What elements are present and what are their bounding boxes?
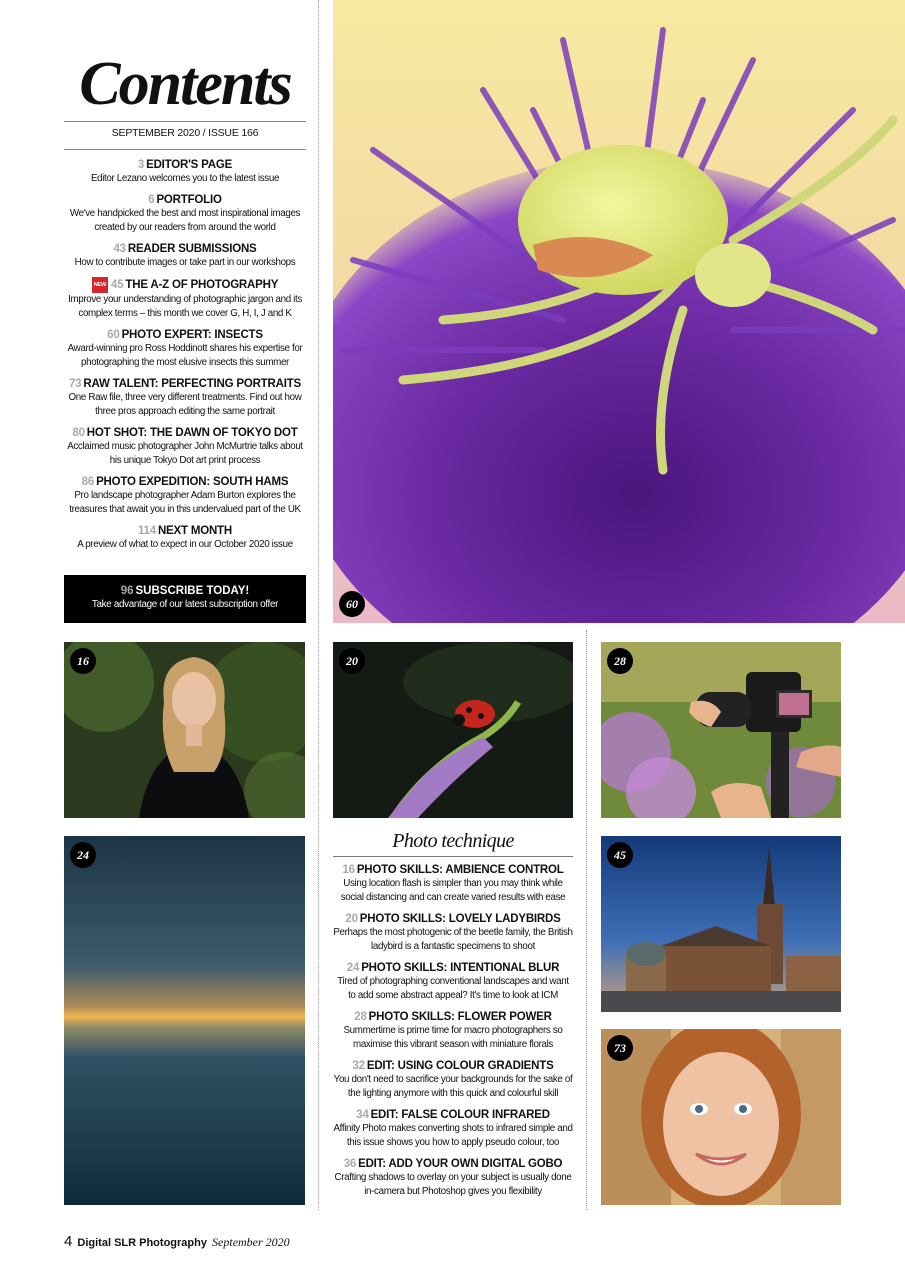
portrait-photo[interactable] [64,642,305,818]
toc-description: How to contribute images or take part in our workshops [74,257,296,268]
subscribe-title: SUBSCRIBE TODAY! [135,585,250,597]
page-number: 114 [138,525,156,537]
page-number: 20 [345,913,358,925]
toc-description: Pro landscape photographer Adam Burton explores the treasures that await you in this undervalued part of the UK [69,490,301,515]
page-badge: 24 [70,842,96,868]
page-badge: 45 [607,842,633,868]
camera-photo[interactable] [601,642,841,818]
toc-description: Crafting shadows to overlay on your subject is usually done in-camera but Photoshop gives you flexibility [334,1172,572,1197]
toc-title: EDITOR'S PAGE [146,159,233,171]
toc-description: Editor Lezano welcomes you to the latest issue [90,173,280,184]
toc-item-lovely-ladybirds[interactable] [333,912,573,954]
column-divider [586,630,587,1210]
column-divider [318,0,319,1210]
toc-item-raw-talent[interactable] [64,377,306,419]
toc-description: Award-winning pro Ross Hoddinott shares his expertise for photographing the most elusive insects this summer [67,343,303,368]
toc-item-hot-shot[interactable] [64,426,306,468]
toc-item-false-colour-infrared[interactable] [333,1108,573,1150]
toc-title: HOT SHOT: THE DAWN OF TOKYO DOT [86,427,298,439]
girl-photo[interactable] [601,1029,841,1205]
toc-description: A preview of what to expect in our October 2020 issue [77,539,293,550]
toc-item-a-z[interactable] [64,277,306,321]
toc-title: PHOTO SKILLS: INTENTIONAL BLUR [361,962,560,974]
photo-technique-section [333,828,573,1206]
page-number: 45 [111,279,124,291]
issue-date: September 2020 [212,1235,290,1249]
portrait-image [64,642,305,818]
toc-title: RAW TALENT: PERFECTING PORTRAITS [83,378,302,390]
toc-item-digital-gobo[interactable] [333,1157,573,1199]
page-number: 36 [343,1158,357,1170]
toc-description: Perhaps the most photogenic of the beetle family, the British ladybird is a fantastic specimens to shoot [333,927,573,952]
seascape-image [64,836,305,1205]
section-heading: Photo technique [333,828,573,857]
toc-item-reader-submissions[interactable] [64,242,306,270]
toc-description: One Raw file, three very different treatments. Find out how three pros approach editing the same portrait [68,392,302,417]
page-number: 24 [346,962,360,974]
toc-title: PHOTO EXPERT: INSECTS [121,329,263,341]
toc-title: EDIT: ADD YOUR OWN DIGITAL GOBO [358,1158,563,1170]
subscribe-box[interactable] [64,575,306,623]
contents-list [64,158,306,559]
page-number: 80 [72,427,85,439]
seascape-photo[interactable] [64,836,305,1205]
toc-title: NEXT MONTH [157,525,232,537]
toc-title: EDIT: FALSE COLOUR INFRARED [370,1109,550,1121]
page-title: Contents [79,50,291,118]
toc-description: Improve your understanding of photographic jargon and its complex terms – this month we cover G, H, I, J and K [68,294,302,319]
church-photo[interactable] [601,836,841,1012]
toc-item-intentional-blur[interactable] [333,961,573,1003]
toc-description: We've handpicked the best and most inspirational images created by our readers from around the world [69,208,301,233]
girl-image [601,1029,841,1205]
page-number: 16 [342,864,355,876]
toc-description: You don't need to sacrifice your backgrounds for the sake of the lighting anymore with this quick and colourful skill [333,1074,573,1099]
toc-title: PORTFOLIO [156,194,222,206]
toc-item-insects[interactable] [64,328,306,370]
spider-image [333,0,905,623]
toc-title: THE A-Z OF PHOTOGRAPHY [125,279,279,291]
page-number: 34 [356,1109,369,1121]
issue-line: SEPTEMBER 2020 / ISSUE 166 [111,127,259,139]
toc-title: PHOTO SKILLS: AMBIENCE CONTROL [356,864,564,876]
toc-title: EDIT: USING COLOUR GRADIENTS [366,1060,554,1072]
toc-title: PHOTO EXPEDITION: SOUTH HAMS [96,476,289,488]
divider [64,149,306,150]
toc-item-expedition[interactable] [64,475,306,517]
toc-description: Using location flash is simpler than you may think while social distancing and can create varied results with ease [340,878,566,903]
toc-item-flower-power[interactable] [333,1010,573,1052]
toc-description: Acclaimed music photographer John McMurtrie talks about his unique Tokyo Dot art print process [67,441,303,466]
page-footer [64,1233,290,1250]
toc-item-ambience-control[interactable] [333,863,573,905]
page-badge: 60 [339,591,365,617]
toc-item-editors-page[interactable] [64,158,306,186]
masthead [64,52,306,150]
page-badge: 16 [70,648,96,674]
ladybird-image [333,642,573,818]
toc-description: Affinity Photo makes converting shots to infrared simple and this issue shows you how to apply pseudo colour, too [333,1123,573,1148]
page-number: 60 [107,329,120,341]
camera-image [601,642,841,818]
toc-title: READER SUBMISSIONS [127,243,257,255]
magazine-name: Digital SLR Photography [77,1237,207,1249]
page-number: 32 [352,1060,365,1072]
page-number: 6 [148,194,155,206]
subscribe-description: Take advantage of our latest subscription offer [91,599,279,610]
toc-item-colour-gradients[interactable] [333,1059,573,1101]
ladybird-photo[interactable] [333,642,573,818]
page-badge: 20 [339,648,365,674]
page-number: 73 [68,378,82,390]
toc-description: Tired of photographing conventional landscapes and want to add some abstract appeal? It's time to look at ICM [337,976,569,1001]
toc-description: Summertime is prime time for macro photographers so maximise this vibrant season with miniature florals [343,1025,563,1050]
new-badge: NEW [92,277,108,293]
church-image [601,836,841,1012]
page-badge: 73 [607,1035,633,1061]
page-number: 3 [137,159,145,171]
page-number: 28 [354,1011,367,1023]
page-number: 86 [81,476,95,488]
toc-title: PHOTO SKILLS: LOVELY LADYBIRDS [359,913,561,925]
toc-item-portfolio[interactable] [64,193,306,235]
page-number: 96 [120,585,134,597]
folio-number: 4 [64,1233,73,1250]
spider-photo[interactable] [333,0,905,623]
toc-item-next-month[interactable] [64,524,306,552]
page-number: 43 [113,243,126,255]
toc-title: PHOTO SKILLS: FLOWER POWER [368,1011,552,1023]
page-badge: 28 [607,648,633,674]
